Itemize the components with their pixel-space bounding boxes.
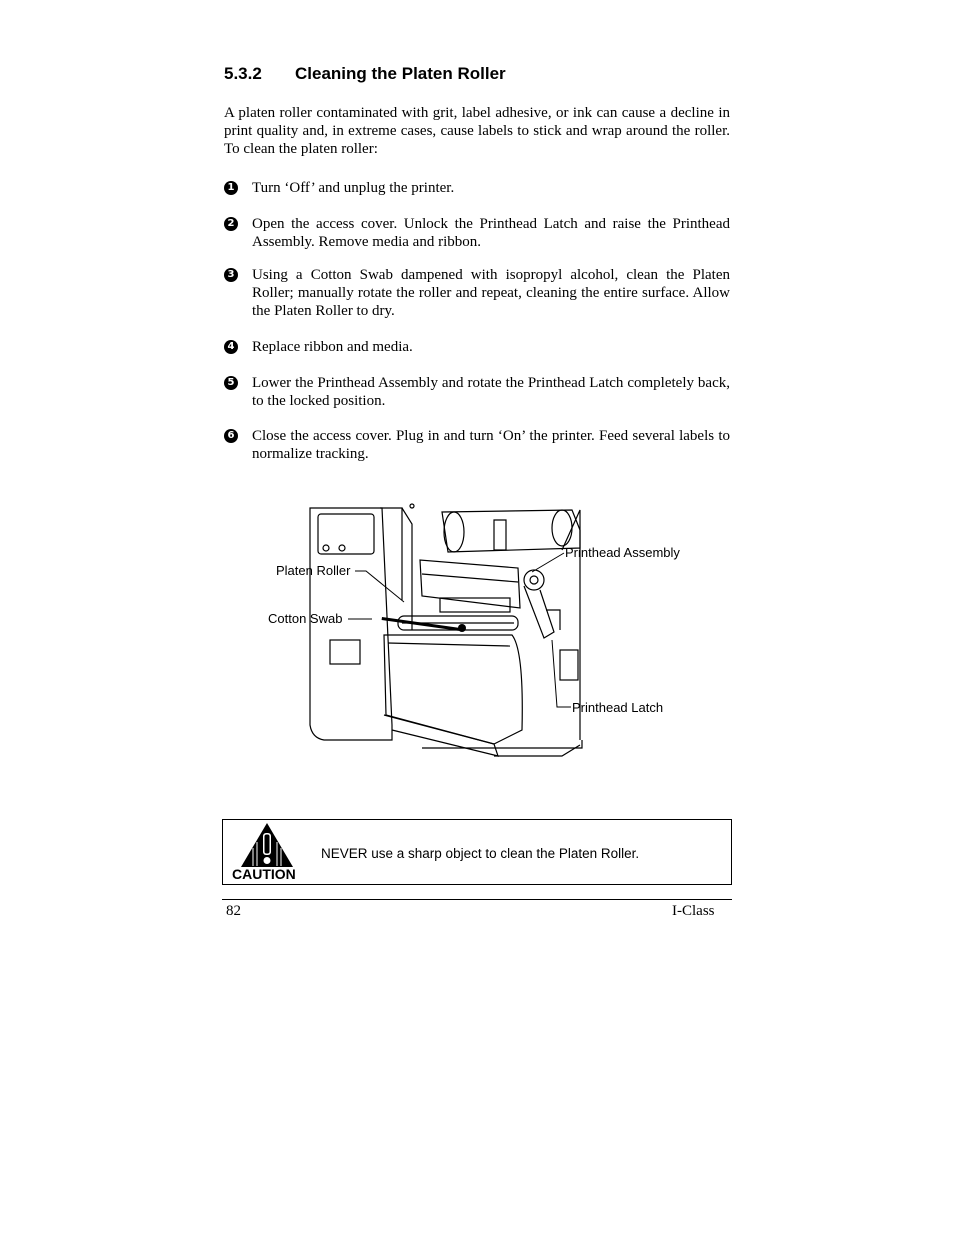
step-item — [224, 338, 730, 356]
step-number-marker: 2 — [224, 217, 238, 231]
section-number: 5.3.2 — [224, 64, 262, 83]
intro-paragraph: A platen roller contaminated with grit, label adhesive, or ink can cause a decline in print quality and, in extreme cases, cause labels to stick and wrap around the roller. To clean the platen roller: — [224, 105, 730, 157]
step-number-marker: 1 — [224, 181, 238, 195]
printer-illustration — [262, 500, 692, 780]
printer-body-drawing — [310, 504, 582, 756]
step-item — [224, 427, 730, 463]
section-heading — [224, 64, 506, 84]
section-title: Cleaning the Platen Roller — [295, 64, 506, 83]
step-text: Close the access cover. Plug in and turn ‘On’ the printer. Feed several labels to normalize tracking. — [252, 428, 730, 462]
caution-label: CAUTION — [232, 866, 296, 882]
callout-cotton-swab: Cotton Swab — [268, 611, 343, 626]
step-item — [224, 374, 730, 410]
step-text: Replace ribbon and media. — [252, 339, 413, 355]
callout-platen-roller: Platen Roller — [276, 563, 351, 578]
footer-divider — [222, 899, 732, 900]
step-number-marker: 3 — [224, 268, 238, 282]
step-item — [224, 215, 730, 251]
step-number-marker: 4 — [224, 340, 238, 354]
callout-printhead-assembly: Printhead Assembly — [565, 545, 680, 560]
step-text: Open the access cover. Unlock the Printhead Latch and raise the Printhead Assembly. Remove media and ribbon. — [252, 216, 730, 250]
step-item — [224, 179, 730, 197]
page-number: 82 — [226, 903, 241, 919]
caution-message: NEVER use a sharp object to clean the Platen Roller. — [321, 846, 640, 861]
step-number-marker: 5 — [224, 376, 238, 390]
step-number-marker: 6 — [224, 429, 238, 443]
step-text: Turn ‘Off’ and unplug the printer. — [252, 180, 455, 196]
step-item — [224, 266, 730, 320]
step-text: Lower the Printhead Assembly and rotate the Printhead Latch completely back, to the locked position. — [252, 375, 730, 409]
step-text: Using a Cotton Swab dampened with isopropyl alcohol, clean the Platen Roller; manually rotate the roller and repeat, cleaning the entire surface. Allow the Platen Roller to dry. — [252, 267, 730, 319]
callout-printhead-latch: Printhead Latch — [572, 700, 664, 715]
product-name: I-Class — [672, 903, 715, 919]
caution-icon — [239, 822, 295, 868]
caution-notice — [222, 819, 732, 885]
